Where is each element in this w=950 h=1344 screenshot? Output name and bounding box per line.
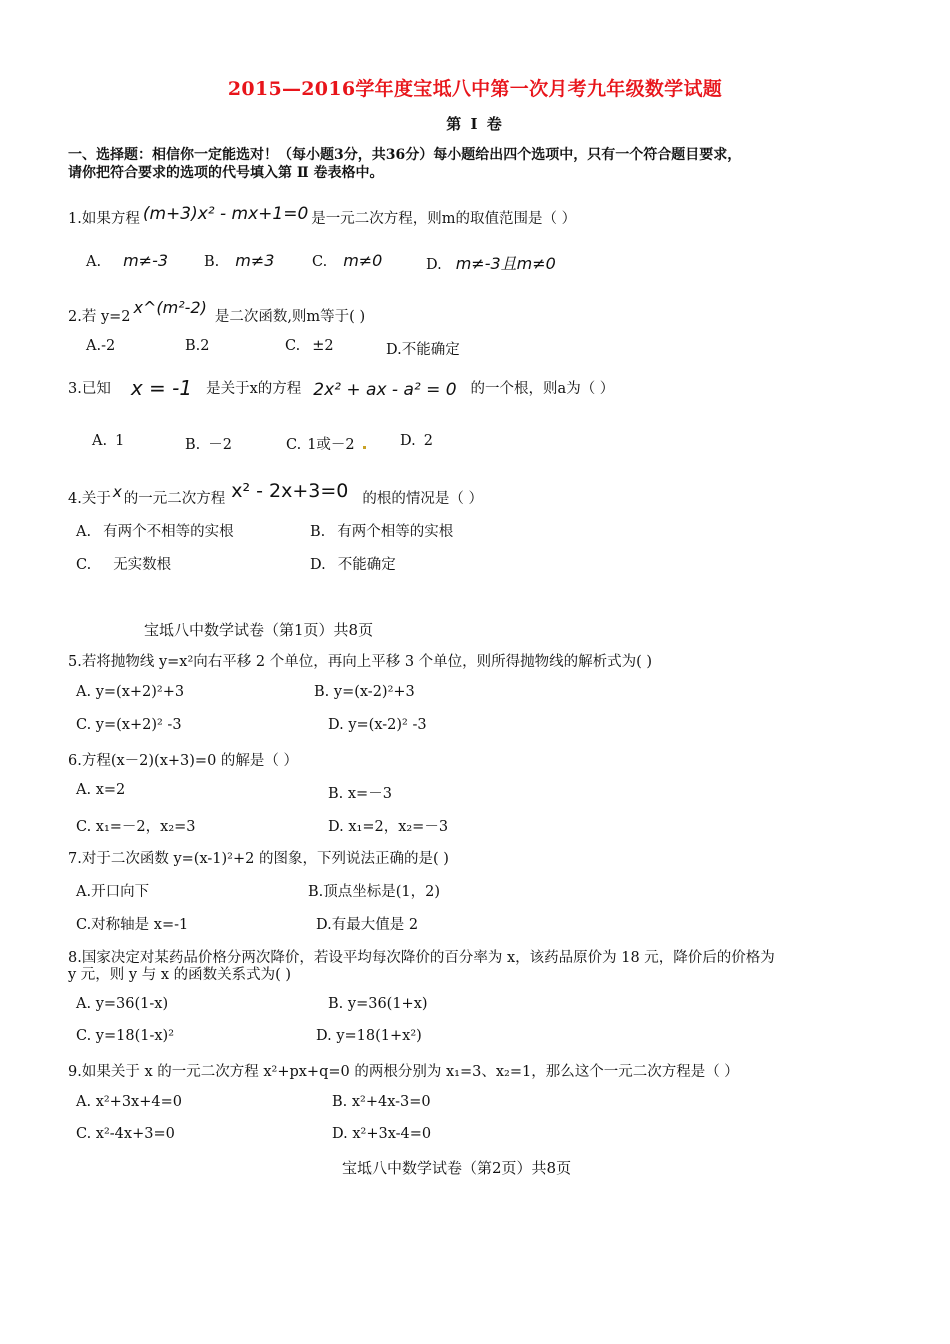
question-4-post: 的根的情况是（ ） xyxy=(362,491,483,507)
question-1-post: 是一元二次方程，则m的取值范围是（ ） xyxy=(311,211,577,227)
question-8-line1: 8.国家决定对某药品价格分两次降价，若设平均每次降价的百分率为 x，该药品原价为 18 元，降价后的价格为 xyxy=(68,950,775,966)
exam-title: 2015—2016学年度宝坻八中第一次月考九年级数学试题 xyxy=(227,78,723,100)
section-instructions-line1: 一、选择题：相信你一定能选对！（每小题3分，共36分）每小题给出四个选项中，只有一个符合题目要求， xyxy=(68,147,742,163)
question-7: 7.对于二次函数 y=(x-1)²+2 的图象，下列说法正确的是( ) xyxy=(68,851,449,867)
q3-option-d: D. 2 xyxy=(400,433,433,449)
question-1-formula: (m+3)x² - mx+1=0 xyxy=(142,204,309,224)
q1-option-d: D. m≠-3且m≠0 xyxy=(426,254,556,273)
q3-option-b: B. －2 xyxy=(185,437,232,453)
question-2-pre: 2.若 y=2 xyxy=(68,309,131,325)
q9-option-d: D. x²+3x-4=0 xyxy=(332,1126,432,1142)
question-2-formula: x^(m²-2) xyxy=(133,298,207,317)
q9-option-c: C. x²-4x+3=0 xyxy=(76,1126,175,1142)
stray-mark xyxy=(363,446,366,449)
q6-option-c: C. x₁=－2，x₂=3 xyxy=(76,819,196,835)
q8-option-d: D. y=18(1+x²) xyxy=(316,1028,422,1044)
question-2-post: 是二次函数,则m等于( ) xyxy=(214,309,366,325)
q4-option-a: A. 有两个不相等的实根 xyxy=(76,524,234,540)
q3-option-c: C. 1或－2 xyxy=(286,433,368,454)
q4-option-c: C. 无实数根 xyxy=(76,557,172,573)
q8-option-a: A. y=36(1-x) xyxy=(76,996,169,1012)
question-3-post: 的一个根，则a为（ ） xyxy=(470,381,615,397)
q7-option-a: A.开口向下 xyxy=(76,884,150,900)
q6-option-d: D. x₁=2，x₂=－3 xyxy=(328,819,449,835)
q2-option-c: C. ±2 xyxy=(285,338,334,354)
question-3 xyxy=(68,374,614,398)
q5-option-c: C. y=(x+2)² -3 xyxy=(76,717,182,733)
question-5: 5.若将抛物线 y=x²向右平移 2 个单位，再向上平移 3 个单位，则所得抛物线的解析式为( ) xyxy=(68,654,653,670)
q3-option-a: A. 1 xyxy=(92,433,125,449)
q7-option-b: B.顶点坐标是(1，2) xyxy=(308,884,441,900)
question-3-pre: 3.已知 xyxy=(68,381,111,397)
question-1 xyxy=(68,204,577,228)
q6-option-b: B. x=－3 xyxy=(328,786,392,802)
q2-option-b: B.2 xyxy=(185,338,210,354)
q6-option-a: A. x=2 xyxy=(76,782,126,798)
question-3-formula-2: 2x² + ax - a² = 0 xyxy=(313,380,457,400)
question-6: 6.方程(x－2)(x+3)=0 的解是（ ） xyxy=(68,753,299,769)
question-2 xyxy=(68,298,366,326)
question-9: 9.如果关于 x 的一元二次方程 x²+px+q=0 的两根分别为 x₁=3、x₂=1，那么这个一元二次方程是（ ） xyxy=(68,1064,739,1080)
question-3-mid: 是关于x的方程 xyxy=(206,381,302,397)
q8-option-c: C. y=18(1-x)² xyxy=(76,1028,175,1044)
question-3-formula-1: x = -1 xyxy=(130,376,193,400)
volume-heading: 第 Ⅰ 卷 xyxy=(446,115,504,133)
q5-option-a: A. y=(x+2)²+3 xyxy=(76,684,185,700)
q4-option-b: B. 有两个相等的实根 xyxy=(310,524,454,540)
question-4-variable: x xyxy=(112,483,122,501)
question-1-pre: 1.如果方程 xyxy=(68,211,140,227)
question-8-line2: y 元，则 y 与 x 的函数关系式为( ) xyxy=(68,967,292,983)
q2-option-a: A.-2 xyxy=(86,338,116,354)
q5-option-b: B. y=(x-2)²+3 xyxy=(314,684,415,700)
question-4-formula: x² - 2x+3=0 xyxy=(231,480,349,502)
q1-option-c: C. m≠0 xyxy=(312,251,383,270)
question-4-mid: 的一元二次方程 xyxy=(123,491,226,507)
q9-option-a: A. x²+3x+4=0 xyxy=(76,1094,182,1110)
question-4-pre: 4.关于 xyxy=(68,491,111,507)
section-instructions-line2: 请你把符合要求的选项的代号填入第 Ⅱ 卷表格中。 xyxy=(68,165,384,181)
q4-option-d: D. 不能确定 xyxy=(310,557,396,573)
q7-option-c: C.对称轴是 x=-1 xyxy=(76,917,189,933)
page-footer-1: 宝坻八中数学试卷（第1页）共8页 xyxy=(144,621,374,639)
question-4 xyxy=(68,480,483,508)
q9-option-b: B. x²+4x-3=0 xyxy=(332,1094,431,1110)
q2-option-d: D.不能确定 xyxy=(386,342,460,358)
q1-option-a: A. m≠-3 xyxy=(86,251,169,270)
q1-option-b: B. m≠3 xyxy=(204,251,275,270)
q7-option-d: D.有最大值是 2 xyxy=(316,917,419,933)
q8-option-b: B. y=36(1+x) xyxy=(328,996,428,1012)
q5-option-d: D. y=(x-2)² -3 xyxy=(328,717,427,733)
page-footer-2: 宝坻八中数学试卷（第2页）共8页 xyxy=(342,1159,572,1177)
